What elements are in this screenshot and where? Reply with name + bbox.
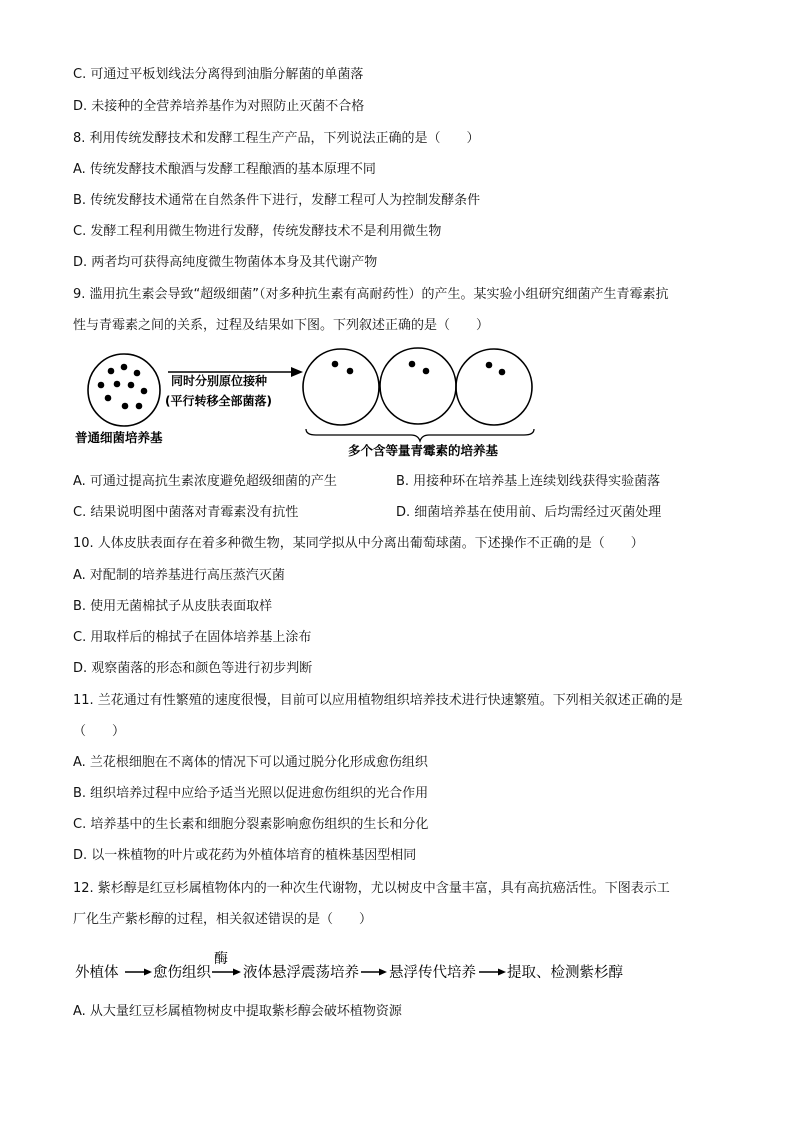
q12-option-a: A. 从大量红豆杉属植物树皮中提取紫杉醇会破坏植物资源 bbox=[73, 1004, 402, 1019]
q12-stem-line1: 12. 紫杉醇是红豆杉属植物体内的一种次生代谢物，尤以树皮中含量丰富，具有高抗癌活性。下图表示工 bbox=[73, 881, 670, 896]
q10-option-b: B. 使用无菌棉拭子从皮肤表面取样 bbox=[73, 599, 273, 614]
q10-option-c: C. 用取样后的棉拭子在固体培养基上涂布 bbox=[73, 630, 312, 645]
q8-stem: 8. 利用传统发酵技术和发酵工程生产产品，下列说法正确的是（ ） bbox=[73, 131, 480, 146]
q10-option-a: A. 对配制的培养基进行高压蒸汽灭菌 bbox=[73, 568, 285, 583]
q8-option-d: D. 两者均可获得高纯度微生物菌体本身及其代谢产物 bbox=[73, 255, 378, 270]
dish3-colony bbox=[499, 369, 506, 376]
q7-option-d: D. 未接种的全营养培养基作为对照防止灭菌不合格 bbox=[73, 99, 365, 114]
q12-stem-line2: 厂化生产紫杉醇的过程，相关叙述错误的是（ ） bbox=[73, 912, 373, 927]
penicillin-dish-3 bbox=[456, 349, 532, 425]
q9-stem-line2: 性与青霉素之间的关系，过程及结果如下图。下列叙述正确的是（ ） bbox=[73, 318, 490, 333]
dish2-colony bbox=[409, 361, 416, 368]
q11-option-c: C. 培养基中的生长素和细胞分裂素影响愈伤组织的生长和分化 bbox=[73, 817, 429, 832]
flow-arrowhead-3 bbox=[379, 969, 387, 976]
dish3-colony bbox=[486, 362, 493, 369]
q11-stem-line1: 11. 兰花通过有性繁殖的速度很慢，目前可以应用植物组织培养技术进行快速繁殖。下列相关叙述正确的是 bbox=[73, 693, 683, 708]
q7-option-c: C. 可通过平板划线法分离得到油脂分解菌的单菌落 bbox=[73, 67, 364, 82]
q9-option-d: D. 细菌培养基在使用前、后均需经过灭菌处理 bbox=[396, 505, 662, 520]
flow-arrowhead-4 bbox=[498, 969, 506, 976]
flow-enzyme-label: 酶 bbox=[214, 951, 228, 967]
flow-arrowhead-1 bbox=[144, 969, 152, 976]
q10-option-d: D. 观察菌落的形态和颜色等进行初步判断 bbox=[73, 661, 313, 676]
flow-step-suspension: 液体悬浮震荡培养 bbox=[243, 965, 359, 981]
ordinary-dish-caption: 普通细菌培养基 bbox=[75, 430, 163, 445]
penicillin-dishes-caption: 多个含等量青霉素的培养基 bbox=[348, 443, 499, 458]
transfer-arrowhead bbox=[291, 367, 303, 377]
flow-step-explant: 外植体 bbox=[75, 965, 119, 981]
q9-experiment-diagram bbox=[73, 345, 633, 465]
q9-option-b: B. 用接种环在培养基上连续划线获得实验菌落 bbox=[396, 474, 661, 489]
flow-step-extract: 提取、检测紫杉醇 bbox=[507, 965, 623, 981]
flow-step-subculture: 悬浮传代培养 bbox=[389, 965, 476, 981]
penicillin-dish-2 bbox=[380, 348, 456, 424]
q11-option-d: D. 以一株植物的叶片或花药为外植体培育的植株基因型相同 bbox=[73, 848, 417, 863]
q10-stem: 10. 人体皮肤表面存在着多种微生物，某同学拟从中分离出葡萄球菌。下述操作不正确的是（ ） bbox=[73, 536, 644, 551]
flow-arrowhead-2 bbox=[233, 969, 241, 976]
q9-option-a: A. 可通过提高抗生素浓度避免超级细菌的产生 bbox=[73, 474, 337, 489]
q9-stem-line1: 9. 滥用抗生素会导致“超级细菌”（对多种抗生素有高耐药性）的产生。某实验小组研究细菌产生青霉素抗 bbox=[73, 287, 669, 302]
flow-step-callus: 愈伤组织 bbox=[153, 965, 211, 981]
dish2-colony bbox=[423, 368, 430, 375]
q12-production-flowchart bbox=[75, 948, 635, 988]
q8-option-c: C. 发酵工程利用微生物进行发酵，传统发酵技术不是利用微生物 bbox=[73, 224, 442, 239]
penicillin-dish-1 bbox=[303, 349, 379, 425]
q8-option-b: B. 传统发酵技术通常在自然条件下进行，发酵工程可人为控制发酵条件 bbox=[73, 193, 481, 208]
q11-option-a: A. 兰花根细胞在不离体的情况下可以通过脱分化形成愈伤组织 bbox=[73, 755, 428, 770]
dish1-colony bbox=[332, 361, 339, 368]
dish1-colony bbox=[347, 368, 354, 375]
q8-option-a: A. 传统发酵技术酿酒与发酵工程酿酒的基本原理不同 bbox=[73, 162, 376, 177]
q11-option-b: B. 组织培养过程中应给予适当光照以促进愈伤组织的光合作用 bbox=[73, 786, 429, 801]
transfer-label-2: (平行转移全部菌落) bbox=[165, 394, 272, 408]
q9-option-c: C. 结果说明图中菌落对青霉素没有抗性 bbox=[73, 505, 299, 520]
q11-stem-line2: （ ） bbox=[73, 724, 126, 739]
transfer-label-1: 同时分别原位接种 bbox=[171, 374, 268, 388]
ordinary-dish-colonies bbox=[98, 364, 148, 410]
grouping-brace bbox=[306, 429, 534, 441]
